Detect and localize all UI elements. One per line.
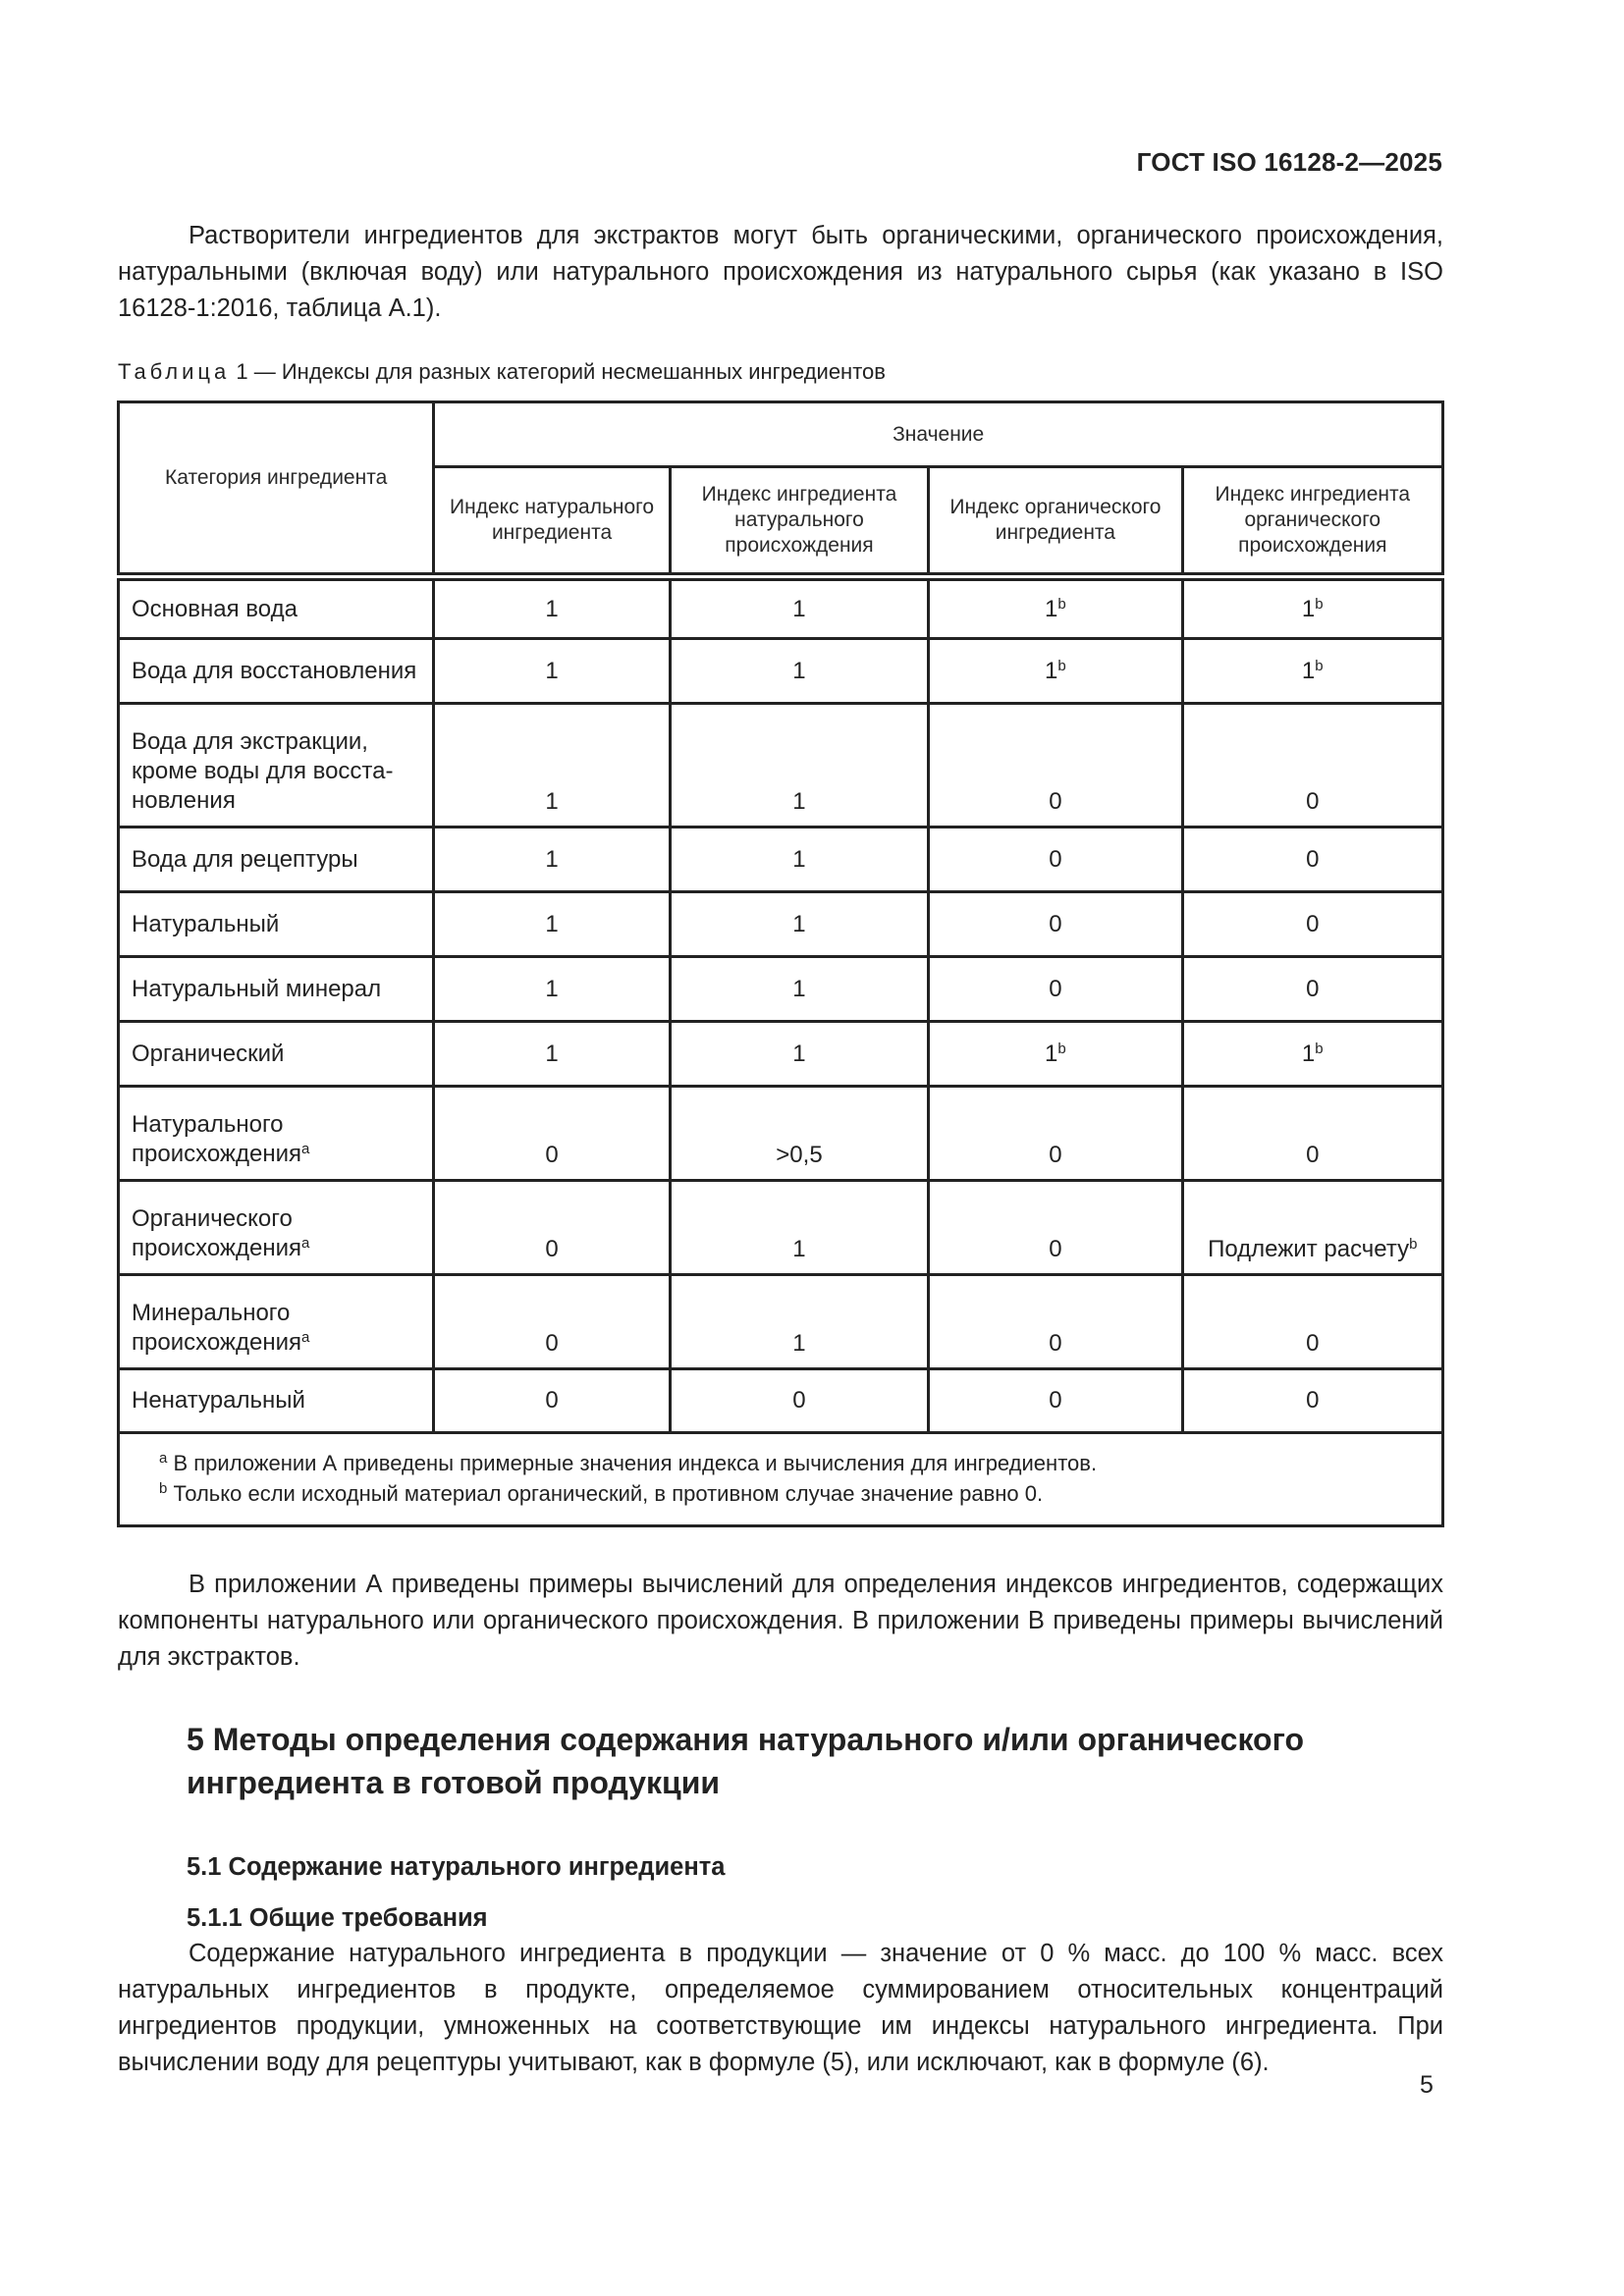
row-category: Ненатуральный [119, 1369, 434, 1433]
table-row [119, 828, 1443, 892]
table-row [119, 1181, 1443, 1275]
cell: 0 [434, 1369, 670, 1433]
cell: 1 [670, 704, 928, 828]
header-group-value: Значение [434, 402, 1443, 467]
cell: 1$^b$ [1182, 577, 1442, 639]
header-col-natural-origin-index: Индекс ингредиента натурального происхождения [670, 467, 928, 577]
header-col-organic-index: Индекс органического ингредиента [929, 467, 1182, 577]
cell: 1 [670, 577, 928, 639]
cell: 1$^b$ [1182, 639, 1442, 704]
row-category: Натуральный минерал [119, 957, 434, 1022]
table-row [119, 577, 1443, 639]
cell: 0 [670, 1369, 928, 1433]
cell: 0 [434, 1275, 670, 1369]
table-row [119, 892, 1443, 957]
cell: 1 [670, 828, 928, 892]
table-row [119, 1275, 1443, 1369]
footnote-b: $^b$ Только если исходный материал органический, в противном случае значение равно 0. [159, 1480, 1044, 1506]
cell: 0 [929, 1369, 1182, 1433]
section-5-1-1-paragraph [118, 1936, 1443, 2081]
header-col-natural-index: Индекс натурального ингредиента [434, 467, 670, 577]
cell: 1 [434, 892, 670, 957]
row-category: Натурального происхождения$^a$ [119, 1087, 434, 1181]
cell: 1 [670, 1022, 928, 1087]
cell: >0,5 [670, 1087, 928, 1181]
document-code: ГОСТ ISO 16128-2—2025 [1136, 147, 1442, 177]
row-category: Вода для экстракции, кроме воды для восста- новления [119, 704, 434, 828]
table-caption-prefix: Таблица [118, 359, 231, 384]
cell: 1 [670, 892, 928, 957]
cell: 0 [929, 1087, 1182, 1181]
cell: 0 [929, 957, 1182, 1022]
table-caption-title: 1 — Индексы для разных категорий несмешанных ингредиентов [236, 359, 886, 384]
header-col-organic-origin-index: Индекс ингредиента органического происхождения [1182, 467, 1442, 577]
row-category: Вода для восстановления [119, 639, 434, 704]
row-category: Натуральный [119, 892, 434, 957]
cell: 0 [1182, 957, 1442, 1022]
table-row [119, 639, 1443, 704]
section-5-1-heading: 5.1 Содержание натурального ингредиента [187, 1853, 726, 1881]
cell: 1 [670, 957, 928, 1022]
table-row [119, 704, 1443, 828]
row-category: Органический [119, 1022, 434, 1087]
row-category: Органического происхождения$^a$ [119, 1181, 434, 1275]
section-5-heading: 5 Методы определения содержания натурального и/или органического ингредиента в готовой продукции [187, 1722, 1305, 1800]
indices-table [117, 400, 1444, 1527]
table-row [119, 1022, 1443, 1087]
cell: 0 [929, 1275, 1182, 1369]
row-category: Минерального происхождения$^a$ [119, 1275, 434, 1369]
cell: 1$^b$ [929, 1022, 1182, 1087]
cell: 0 [929, 892, 1182, 957]
section-5-1-1-text: Содержание натурального ингредиента в продукции — значение от 0 % масс. до 100 % масс. всех натуральных ингредиентов в продукте, определяемое суммированием относительных концентраций ингредиентов продукции, умноженных на соответствующие им индексы натурального ингредиента. При вычислении воду для рецептуры учитывают, как в формуле (5), или исключают, как в формуле (6). [118, 1940, 1443, 2076]
intro-text: Растворители ингредиентов для экстрактов могут быть органическими, органического происхождения, натуральными (включая воду) или натурального происхождения из натурального сырья (как указано в ISO 16128-1:2016, таблица А.1). [118, 222, 1443, 322]
intro-paragraph [118, 218, 1443, 327]
cell: 1 [434, 1022, 670, 1087]
header-category: Категория ингредиента [119, 402, 434, 577]
cell: 1 [434, 639, 670, 704]
cell: 1 [670, 1275, 928, 1369]
cell: 0 [929, 704, 1182, 828]
table-row [119, 1369, 1443, 1433]
cell: 0 [1182, 1275, 1442, 1369]
cell: 1 [670, 1181, 928, 1275]
cell: 1 [434, 704, 670, 828]
cell: 0 [1182, 892, 1442, 957]
cell: 1 [670, 639, 928, 704]
table-row [119, 1087, 1443, 1181]
cell: 1$^b$ [929, 577, 1182, 639]
cell: 1$^b$ [929, 639, 1182, 704]
after-table-text: В приложении А приведены примеры вычислений для определения индексов ингредиентов, содержащих компоненты натурального или органического происхождения. В приложении В приведены примеры вычислений для экстрактов. [118, 1571, 1443, 1671]
cell: 0 [1182, 828, 1442, 892]
cell: 0 [1182, 704, 1442, 828]
row-category: Вода для рецептуры [119, 828, 434, 892]
cell: 1 [434, 957, 670, 1022]
cell: 0 [1182, 1087, 1442, 1181]
cell: 0 [929, 828, 1182, 892]
cell: 1$^b$ [1182, 1022, 1442, 1087]
row-category: Основная вода [119, 577, 434, 639]
section-5-1-1-heading: 5.1.1 Общие требования [187, 1904, 488, 1932]
cell: 0 [1182, 1369, 1442, 1433]
cell: 1 [434, 577, 670, 639]
table-row [119, 957, 1443, 1022]
page-number: 5 [1420, 2071, 1434, 2099]
footnote-a: $^a$ В приложении А приведены примерные значения индекса и вычисления для ингредиентов. [159, 1450, 1098, 1475]
table-footnotes [119, 1433, 1443, 1526]
cell: 0 [929, 1181, 1182, 1275]
cell: 0 [434, 1181, 670, 1275]
cell: Подлежит расчету$^b$ [1182, 1181, 1442, 1275]
after-table-paragraph [118, 1567, 1443, 1676]
table-caption [118, 359, 886, 385]
cell: 0 [434, 1087, 670, 1181]
cell: 1 [434, 828, 670, 892]
